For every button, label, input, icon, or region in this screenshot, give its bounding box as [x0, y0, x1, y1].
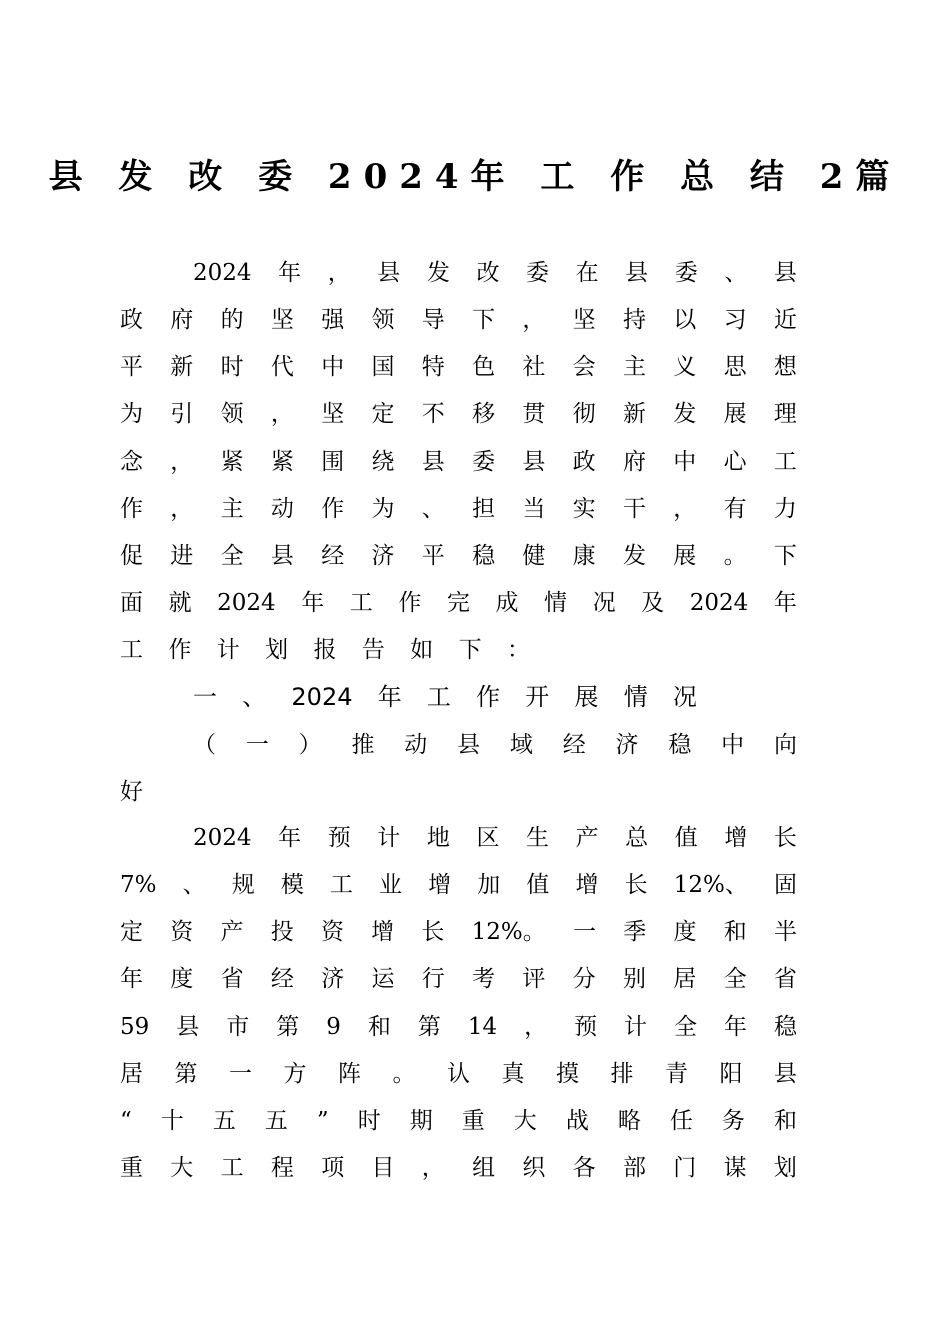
section-heading-1: [193, 679, 697, 715]
text-token: （: [193, 732, 216, 758]
text-token: 工: [773, 449, 797, 475]
text-token: 习: [723, 307, 747, 333]
text-token: 为: [120, 401, 143, 427]
text-token: 引: [170, 401, 194, 427]
text-token: 展: [673, 543, 697, 569]
text-token: ”: [316, 1108, 329, 1134]
body-line-15: [120, 1056, 797, 1092]
text-token: 坚: [321, 401, 345, 427]
text-token: 情: [623, 683, 648, 711]
text-token: 时: [357, 1108, 381, 1134]
text-token: 程: [270, 1155, 294, 1181]
text-token: 作: [321, 496, 345, 522]
text-token: 展: [574, 683, 599, 711]
text-token: 居: [120, 1061, 143, 1087]
body-line-5: [120, 444, 797, 480]
text-token: 谋: [723, 1155, 747, 1181]
text-token: 政: [120, 307, 143, 333]
text-token: 资: [170, 919, 194, 945]
text-token: 社: [522, 354, 546, 380]
text-token: 长: [421, 919, 445, 945]
text-token: 紧: [270, 449, 294, 475]
text-token: 总: [625, 825, 649, 851]
text-token: 和: [773, 1108, 797, 1134]
text-token: 面: [120, 590, 143, 616]
text-token: 济: [371, 543, 395, 569]
text-token: 增: [575, 872, 599, 898]
text-token: 增: [724, 825, 748, 851]
text-token: 为: [371, 496, 395, 522]
text-token: 增: [428, 872, 452, 898]
text-token: 领: [220, 401, 244, 427]
text-token: 产: [575, 825, 599, 851]
text-token: 模: [280, 872, 304, 898]
text-token: 。: [392, 1061, 416, 1087]
text-token: 促: [120, 543, 143, 569]
text-token: 国: [371, 354, 395, 380]
text-token: 年: [120, 966, 143, 992]
text-token: 真: [501, 1061, 525, 1087]
text-token: 期: [409, 1108, 433, 1134]
text-token: 发: [622, 543, 646, 569]
text-token: 和: [367, 1014, 391, 1040]
text-token: 2024: [193, 260, 252, 286]
body-line-4: [120, 396, 797, 432]
text-token: 重: [120, 1155, 143, 1181]
text-token: 县: [774, 1061, 797, 1087]
text-token: 、: [182, 872, 206, 898]
text-token: 阵: [338, 1061, 361, 1087]
text-token: 居: [673, 966, 697, 992]
text-token: 各: [572, 1155, 596, 1181]
body-line-13: [120, 961, 797, 997]
text-token: 。: [723, 543, 747, 569]
text-token: 下: [458, 637, 482, 663]
text-token: 健: [522, 543, 546, 569]
text-token: 分: [572, 966, 596, 992]
text-token: 季: [623, 919, 647, 945]
body-line-6: [120, 491, 797, 527]
text-token: ：: [507, 637, 530, 663]
text-token: 担: [472, 496, 496, 522]
text-token: 、: [724, 260, 748, 286]
text-token: 稳: [774, 1014, 797, 1040]
body-line-1: [193, 255, 797, 291]
body-line-17: [120, 1150, 797, 1186]
subsection-heading-1-continued: 好: [120, 779, 143, 805]
text-token: 7%: [120, 872, 157, 898]
text-token: 重: [461, 1108, 485, 1134]
body-line-16: [120, 1103, 797, 1139]
text-token: 第: [174, 1061, 198, 1087]
text-token: 运: [371, 966, 395, 992]
text-token: 移: [472, 401, 496, 427]
text-token: 发: [426, 260, 450, 286]
text-token: ，: [170, 449, 194, 475]
text-token: 生: [526, 825, 550, 851]
text-token: 特: [421, 354, 445, 380]
text-token: 五: [212, 1108, 236, 1134]
text-token: 经: [562, 732, 586, 758]
text-token: 开: [525, 683, 550, 711]
text-token: 济: [321, 966, 345, 992]
text-token: 定: [120, 919, 143, 945]
text-token: 经: [270, 966, 294, 992]
text-token: 府: [622, 449, 646, 475]
body-line-7: [120, 538, 797, 574]
text-token: 任: [669, 1108, 693, 1134]
text-token: 推: [351, 732, 375, 758]
text-token: 委: [674, 260, 698, 286]
text-token: 当: [522, 496, 546, 522]
text-token: 就: [168, 590, 192, 616]
text-token: 14: [467, 1014, 498, 1040]
body-line-3: [120, 349, 797, 385]
text-token: 县: [625, 260, 649, 286]
text-token: 计: [377, 825, 401, 851]
text-token: 进: [170, 543, 194, 569]
text-token: 2024: [193, 825, 252, 851]
text-token: 新: [170, 354, 194, 380]
text-token: 、: [421, 496, 445, 522]
text-token: 紧: [220, 449, 244, 475]
text-token: 稳: [668, 732, 692, 758]
text-token: 产: [220, 919, 244, 945]
text-token: 以: [673, 307, 697, 333]
text-token: 会: [572, 354, 596, 380]
text-token: 委: [526, 260, 550, 286]
text-token: 部: [622, 1155, 646, 1181]
text-token: 工: [120, 637, 143, 663]
text-token: ，: [170, 496, 194, 522]
text-token: 动: [270, 496, 294, 522]
text-token: 心: [723, 449, 747, 475]
text-token: 别: [622, 966, 646, 992]
text-token: 县: [522, 449, 546, 475]
text-token: 持: [622, 307, 646, 333]
text-token: 向: [773, 732, 797, 758]
text-token: 地: [426, 825, 450, 851]
text-token: 59: [120, 1014, 150, 1040]
text-token: 9: [326, 1014, 341, 1040]
document-title: 县 发 改 委 2024年 工 作 总 结 2篇: [48, 157, 902, 197]
text-token: 区: [476, 825, 500, 851]
text-token: 力: [773, 496, 797, 522]
text-token: 阳: [719, 1061, 743, 1087]
text-token: 划: [773, 1155, 797, 1181]
text-token: 完: [446, 590, 470, 616]
text-token: 第: [417, 1014, 441, 1040]
text-token: 计: [216, 637, 240, 663]
text-token: 战: [565, 1108, 589, 1134]
text-token: 一: [573, 919, 596, 945]
text-token: 投: [270, 919, 294, 945]
text-token: 组: [472, 1155, 496, 1181]
text-token: 彻: [572, 401, 596, 427]
text-token: 近: [773, 307, 797, 333]
text-token: 工: [220, 1155, 244, 1181]
text-token: 、: [242, 683, 267, 711]
text-token: 思: [723, 354, 747, 380]
text-token: 的: [220, 307, 244, 333]
text-token: 工: [349, 590, 373, 616]
text-token: 县: [176, 1014, 200, 1040]
text-token: 县: [457, 732, 481, 758]
text-token: 况: [672, 683, 697, 711]
text-token: 度: [170, 966, 194, 992]
text-token: 一: [193, 683, 217, 711]
text-token: 工: [329, 872, 353, 898]
text-token: 大: [170, 1155, 194, 1181]
text-token: 划: [265, 637, 289, 663]
text-token: 经: [321, 543, 345, 569]
text-token: 一: [229, 1061, 252, 1087]
text-token: 略: [617, 1108, 641, 1134]
text-token: 展: [723, 401, 747, 427]
text-token: 实: [572, 496, 596, 522]
text-token: ，: [327, 260, 351, 286]
text-token: 强: [321, 307, 345, 333]
body-line-2: [120, 302, 797, 338]
text-token: 贯: [522, 401, 546, 427]
text-token: 委: [472, 449, 496, 475]
text-token: 全: [674, 1014, 698, 1040]
text-token: 中: [321, 354, 345, 380]
text-token: 围: [321, 449, 345, 475]
text-token: 县: [377, 260, 401, 286]
body-line-10: [193, 820, 797, 856]
text-token: 认: [447, 1061, 470, 1087]
text-token: 12%、: [673, 872, 748, 898]
text-token: 全: [220, 543, 244, 569]
text-token: 坚: [572, 307, 596, 333]
text-token: 排: [610, 1061, 634, 1087]
text-token: 平: [421, 543, 445, 569]
body-line-8: [120, 585, 797, 621]
text-token: 下: [472, 307, 496, 333]
text-token: 域: [509, 732, 533, 758]
text-token: ，: [522, 307, 546, 333]
text-token: 规: [231, 872, 255, 898]
text-token: 成: [495, 590, 519, 616]
text-token: 务: [721, 1108, 745, 1134]
text-token: 2024: [291, 683, 353, 711]
text-token: 想: [773, 354, 797, 380]
text-token: 府: [170, 307, 194, 333]
text-token: 项: [321, 1155, 345, 1181]
text-token: 五: [264, 1108, 288, 1134]
text-token: 报: [313, 637, 337, 663]
text-token: 评: [522, 966, 546, 992]
text-token: 定: [371, 401, 395, 427]
text-token: 作: [476, 683, 501, 711]
body-line-9: [120, 632, 530, 668]
text-token: 在: [575, 260, 599, 286]
text-token: 理: [773, 401, 797, 427]
text-token: 半: [773, 919, 797, 945]
text-token: 青: [665, 1061, 688, 1087]
text-token: 业: [379, 872, 403, 898]
text-token: 改: [476, 260, 500, 286]
text-token: 目: [371, 1155, 395, 1181]
text-token: 康: [572, 543, 596, 569]
text-token: 有: [723, 496, 747, 522]
text-token: 年: [278, 825, 302, 851]
text-token: 2024: [689, 590, 749, 616]
text-token: 告: [361, 637, 385, 663]
text-token: 摸: [556, 1061, 579, 1087]
text-token: 年: [724, 1014, 748, 1040]
text-token: 省: [220, 966, 244, 992]
text-token: 动: [404, 732, 428, 758]
text-token: 行: [421, 966, 445, 992]
text-token: 济: [615, 732, 639, 758]
text-token: 织: [522, 1155, 546, 1181]
text-token: 作: [168, 637, 192, 663]
text-token: 况: [592, 590, 616, 616]
text-token: 年: [278, 260, 302, 286]
text-token: 时: [220, 354, 244, 380]
text-token: “: [120, 1108, 132, 1134]
body-line-14: [120, 1009, 797, 1045]
text-token: 主: [220, 496, 244, 522]
text-token: 作: [398, 590, 422, 616]
text-token: 稳: [472, 543, 496, 569]
text-token: 代: [270, 354, 294, 380]
text-token: 年: [773, 590, 797, 616]
text-token: ，: [421, 1155, 445, 1181]
text-token: 方: [283, 1061, 307, 1087]
text-token: 色: [472, 354, 496, 380]
text-token: 情: [544, 590, 568, 616]
text-token: 全: [723, 966, 747, 992]
text-token: 一: [245, 732, 269, 758]
text-token: 计: [624, 1014, 648, 1040]
body-line-11: [120, 867, 797, 903]
text-token: 政: [572, 449, 596, 475]
text-token: 绕: [371, 449, 395, 475]
text-token: 工: [426, 683, 451, 711]
text-token: 预: [327, 825, 351, 851]
text-token: 作: [120, 496, 143, 522]
text-token: 值: [674, 825, 698, 851]
text-token: 大: [513, 1108, 537, 1134]
text-token: 新: [622, 401, 646, 427]
text-token: 县: [773, 260, 797, 286]
text-token: 念: [120, 449, 143, 475]
text-token: 主: [622, 354, 646, 380]
text-token: 值: [526, 872, 550, 898]
text-token: 增: [371, 919, 395, 945]
text-token: 下: [773, 543, 797, 569]
text-token: 长: [773, 825, 797, 851]
text-token: 年: [301, 590, 325, 616]
text-token: ，: [270, 401, 294, 427]
text-token: 门: [673, 1155, 697, 1181]
text-token: 导: [421, 307, 445, 333]
text-token: 年: [377, 683, 402, 711]
text-token: 资: [320, 919, 344, 945]
text-token: 县: [270, 543, 294, 569]
text-token: ，: [673, 496, 697, 522]
text-token: 固: [773, 872, 797, 898]
text-token: 中: [673, 449, 697, 475]
text-token: 预: [574, 1014, 598, 1040]
text-token: 不: [421, 401, 445, 427]
text-token: 和: [723, 919, 747, 945]
text-token: 如: [410, 637, 434, 663]
text-token: 12%。: [471, 919, 546, 945]
text-token: 中: [721, 732, 745, 758]
text-token: 长: [624, 872, 648, 898]
text-token: 及: [641, 590, 665, 616]
text-token: 平: [120, 354, 143, 380]
text-token: 十: [160, 1108, 184, 1134]
text-token: 加: [477, 872, 501, 898]
text-token: 考: [472, 966, 496, 992]
text-token: 第: [276, 1014, 300, 1040]
text-token: 坚: [270, 307, 294, 333]
body-line-12: [120, 914, 797, 950]
text-token: 义: [673, 354, 697, 380]
subsection-heading-1: [193, 727, 797, 763]
text-token: 2024: [217, 590, 276, 616]
text-token: 干: [622, 496, 646, 522]
text-token: ）: [298, 732, 322, 758]
text-token: 县: [421, 449, 445, 475]
text-token: ，: [524, 1014, 548, 1040]
text-token: 省: [773, 966, 797, 992]
text-token: 发: [673, 401, 697, 427]
text-token: 市: [226, 1014, 250, 1040]
text-token: 度: [673, 919, 697, 945]
text-token: 领: [371, 307, 395, 333]
